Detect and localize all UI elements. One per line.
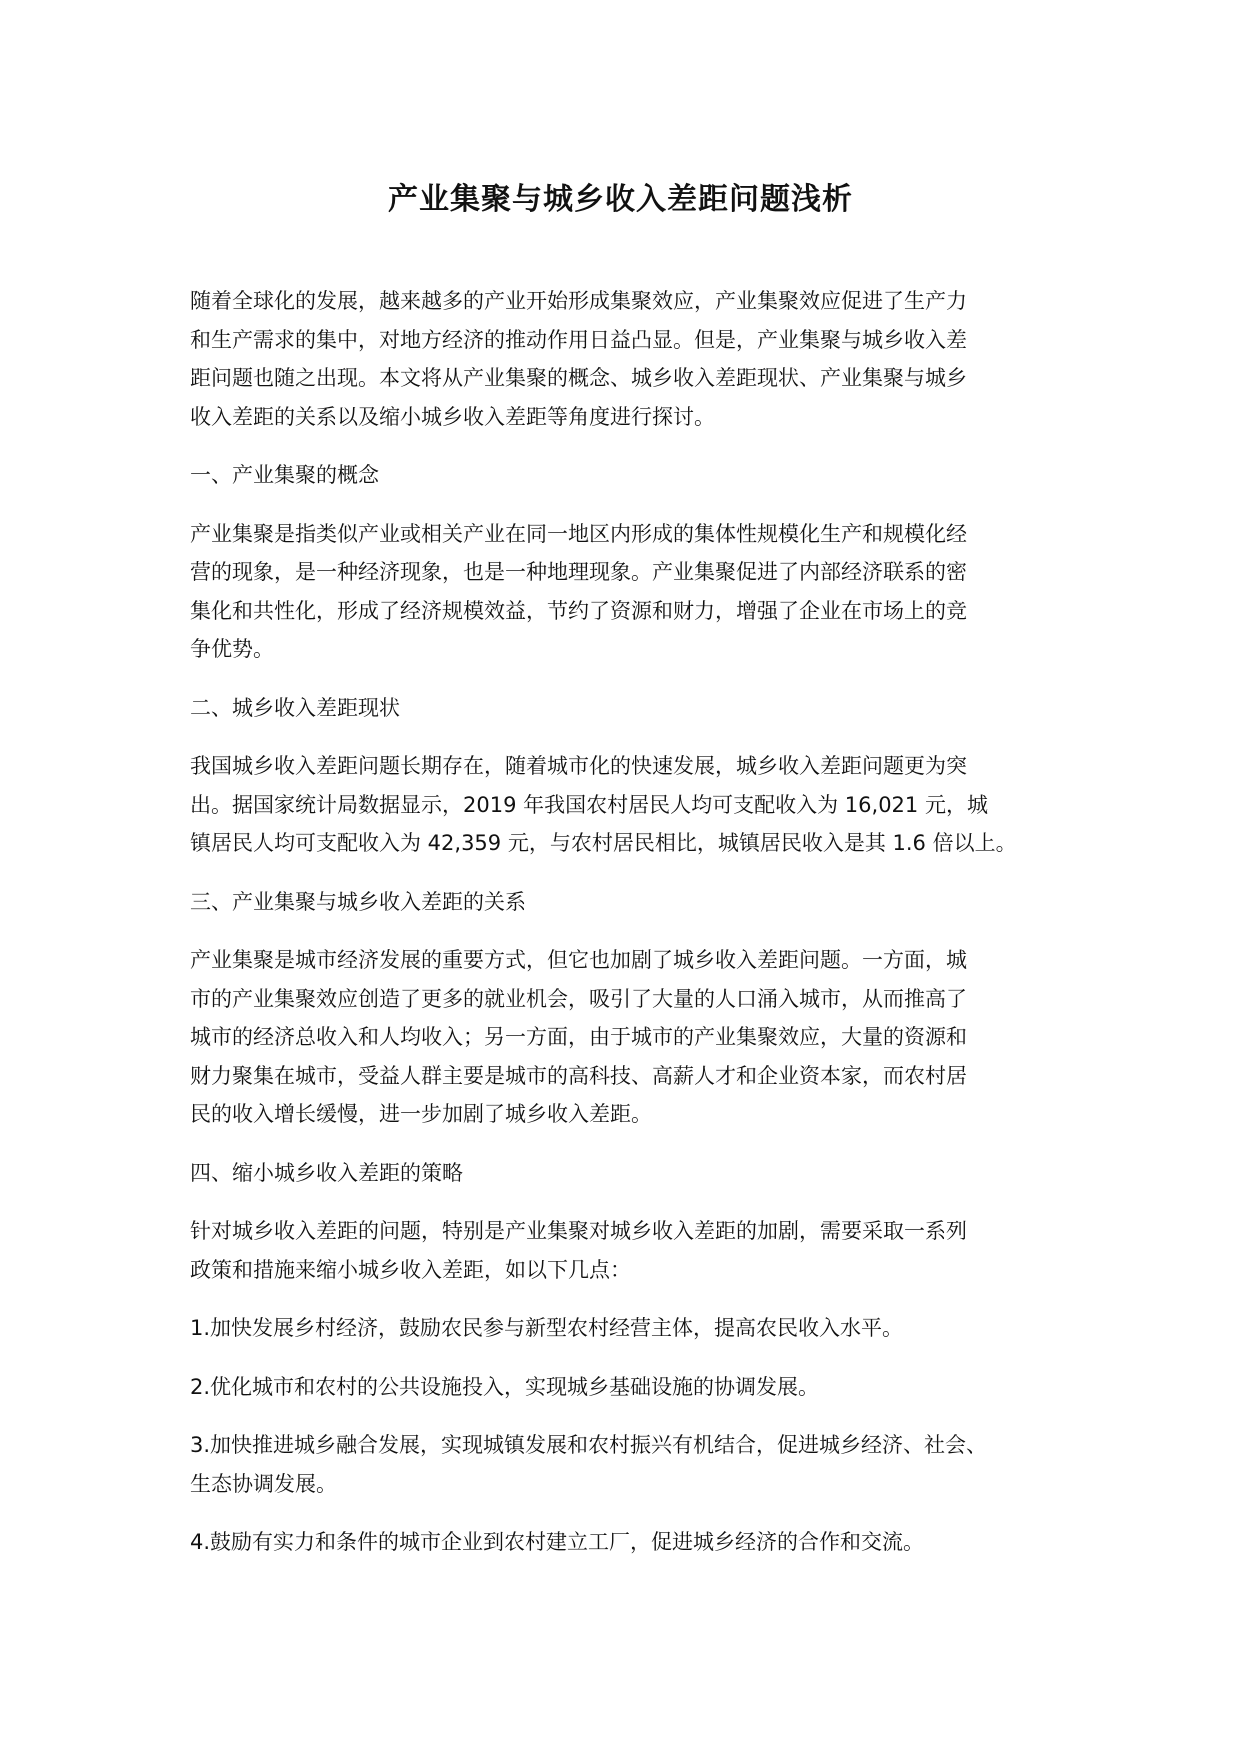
- intro-paragraph: [190, 282, 1065, 436]
- text-line: 营的现象，是一种经济现象，也是一种地理现象。产业集聚促进了内部经济联系的密: [190, 560, 967, 584]
- text-line: 我国城乡收入差距问题长期存在，随着城市化的快速发展，城乡收入差距问题更为突: [190, 754, 967, 778]
- section-heading-status: 二、城乡收入差距现状: [190, 695, 400, 720]
- text-line: 财力聚集在城市，受益人群主要是城市的高科技、高薪人才和企业资本家，而农村居: [190, 1063, 967, 1088]
- strategy-item: [190, 1523, 1065, 1562]
- text-line: 2.优化城市和农村的公共设施投入，实现城乡基础设施的协调发展。: [190, 1374, 820, 1399]
- text-line: 政策和措施来缩小城乡收入差距，如以下几点：: [190, 1257, 631, 1282]
- section-heading-relationship: 三、产业集聚与城乡收入差距的关系: [190, 889, 526, 914]
- text-line: 民的收入增长缓慢，进一步加剧了城乡收入差距。: [190, 1102, 652, 1126]
- text-line: 出。据国家统计局数据显示，2019 年我国农村居民人均可支配收入为 16,021 元，城: [190, 792, 988, 817]
- text-line: 距问题也随之出现。本文将从产业集聚的概念、城乡收入差距现状、产业集聚与城乡: [190, 366, 967, 390]
- text-line: 4.鼓励有实力和条件的城市企业到农村建立工厂，促进城乡经济的合作和交流。: [190, 1530, 925, 1554]
- text-line: 镇居民人均可支配收入为 42,359 元，与农村居民相比，城镇居民收入是其 1.6 倍以上。: [190, 831, 1017, 855]
- text-line: 和生产需求的集中，对地方经济的推动作用日益凸显。但是，产业集聚与城乡收入差: [190, 327, 967, 352]
- text-line: 争优势。: [190, 637, 274, 661]
- text-line: 集化和共性化，形成了经济规模效益，节约了资源和财力，增强了企业在市场上的竞: [190, 598, 967, 623]
- text-line: 随着全球化的发展，越来越多的产业开始形成集聚效应，产业集聚效应促进了生产力: [190, 289, 967, 313]
- section-heading-strategies: 四、缩小城乡收入差距的策略: [190, 1160, 463, 1185]
- section-heading-concept: 一、产业集聚的概念: [190, 463, 379, 487]
- section-paragraph-strategies: [190, 1212, 1065, 1289]
- document-title: 产业集聚与城乡收入差距问题浅析: [388, 182, 853, 217]
- strategy-item: [190, 1309, 1065, 1348]
- text-line: 收入差距的关系以及缩小城乡收入差距等角度进行探讨。: [190, 404, 715, 429]
- text-line: 市的产业集聚效应创造了更多的就业机会，吸引了大量的人口涌入城市，从而推高了: [190, 986, 967, 1011]
- text-line: 生态协调发展。: [190, 1471, 337, 1496]
- strategy-item: [190, 1426, 1065, 1503]
- strategy-item: [190, 1368, 1065, 1407]
- text-line: 城市的经济总收入和人均收入；另一方面，由于城市的产业集聚效应，大量的资源和: [190, 1025, 967, 1049]
- text-line: 产业集聚是指类似产业或相关产业在同一地区内形成的集体性规模化生产和规模化经: [190, 521, 967, 546]
- section-paragraph-relationship: [190, 941, 1065, 1134]
- section-paragraph-concept: [190, 515, 1065, 669]
- text-line: 1.加快发展乡村经济，鼓励农民参与新型农村经营主体，提高农民收入水平。: [190, 1316, 904, 1340]
- text-line: 产业集聚是城市经济发展的重要方式，但它也加剧了城乡收入差距问题。一方面，城: [190, 948, 967, 972]
- text-line: 针对城乡收入差距的问题，特别是产业集聚对城乡收入差距的加剧，需要采取一系列: [190, 1219, 967, 1243]
- document-body: [190, 282, 1065, 1582]
- section-paragraph-status: [190, 747, 1065, 863]
- text-line: 3.加快推进城乡融合发展，实现城镇发展和农村振兴有机结合，促进城乡经济、社会、: [190, 1433, 988, 1457]
